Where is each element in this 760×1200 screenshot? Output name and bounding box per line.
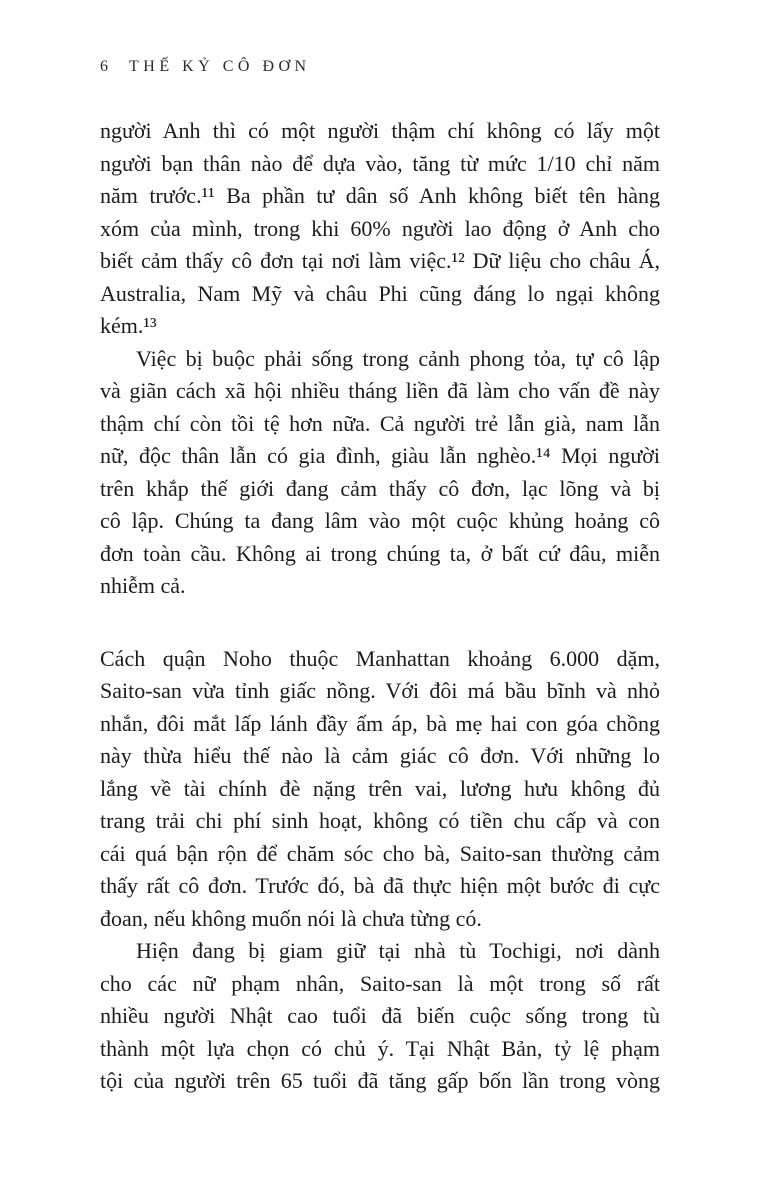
running-title: THẾ KỶ CÔ ĐƠN <box>129 58 311 75</box>
text-line: nữ, độc thân lẫn có gia đình, giàu lẫn nghèo.¹⁴ Mọi người <box>100 443 660 468</box>
text-line: Cách quận Noho thuộc Manhattan khoảng 6.000 dặm, <box>100 645 660 671</box>
text-line: thấy rất cô đơn. Trước đó, bà đã thực hiện một bước đi cực <box>100 873 660 898</box>
text-line: cô lập. Chúng ta đang lâm vào một cuộc khủng hoảng cô <box>100 508 660 533</box>
text-line: Việc bị buộc phải sống trong cảnh phong tỏa, tự cô lập <box>136 345 660 371</box>
text-line: thậm chí còn tồi tệ hơn nữa. Cả người trẻ lẫn già, nam lẫn <box>100 410 660 436</box>
page-body <box>100 115 660 1098</box>
page-number: 6 <box>100 58 109 75</box>
text-line: nhắn, đôi mắt lấp lánh đầy ấm áp, bà mẹ hai con góa chồng <box>100 710 660 736</box>
page-header <box>100 58 660 76</box>
text-line: cái quá bận rộn để chăm sóc cho bà, Saito-san thường cảm <box>100 840 660 866</box>
text-line: người bạn thân nào để dựa vào, tăng từ mức 1/10 chỉ năm <box>100 150 660 176</box>
text-line: xóm của mình, trong khi 60% người lao động ở Anh cho <box>100 215 660 241</box>
text-line: nhiễm cả. <box>100 573 186 598</box>
text-line: Hiện đang bị giam giữ tại nhà tù Tochigi, nơi dành <box>136 938 660 963</box>
text-line: lắng về tài chính đè nặng trên vai, lương hưu không đủ <box>100 775 660 801</box>
text-line: thành một lựa chọn có chủ ý. Tại Nhật Bản, tỷ lệ phạm <box>100 1035 660 1061</box>
text-line: nhiều người Nhật cao tuổi đã biến cuộc sống trong tù <box>100 1003 660 1028</box>
text-line: Saito-san vừa tỉnh giấc nồng. Với đôi má bầu bĩnh và nhỏ <box>100 678 660 703</box>
text-line: biết cảm thấy cô đơn tại nơi làm việc.¹² Dữ liệu cho châu Á, <box>100 248 660 273</box>
text-line: năm trước.¹¹ Ba phần tư dân số Anh không biết tên hàng <box>100 183 660 208</box>
text-line: Australia, Nam Mỹ và châu Phi cũng đáng lo ngại không <box>100 280 660 306</box>
text-line: trên khắp thế giới đang cảm thấy cô đơn, lạc lõng và bị <box>100 475 660 501</box>
paragraph <box>100 643 660 936</box>
text-line: này thừa hiểu thế nào là cảm giác cô đơn. Với những lo <box>100 743 660 768</box>
paragraph <box>100 115 660 343</box>
text-line: cho các nữ phạm nhân, Saito-san là một trong số rất <box>100 970 660 996</box>
paragraph <box>100 343 660 603</box>
paragraph <box>100 935 660 1098</box>
text-line: đơn toàn cầu. Không ai trong chúng ta, ở bất cứ đâu, miễn <box>100 540 660 566</box>
text-line: kém.¹³ <box>100 313 157 338</box>
text-line: người Anh thì có một người thậm chí không có lấy một <box>100 118 660 143</box>
text-line: tội của người trên 65 tuổi đã tăng gấp bốn lần trong vòng <box>100 1068 660 1093</box>
text-line: đoan, nếu không muốn nói là chưa từng có. <box>100 905 482 931</box>
text-line: và giãn cách xã hội nhiều tháng liền đã làm cho vấn đề này <box>100 378 660 403</box>
text-line: trang trải chi phí sinh hoạt, không có tiền chu cấp và con <box>100 808 660 833</box>
